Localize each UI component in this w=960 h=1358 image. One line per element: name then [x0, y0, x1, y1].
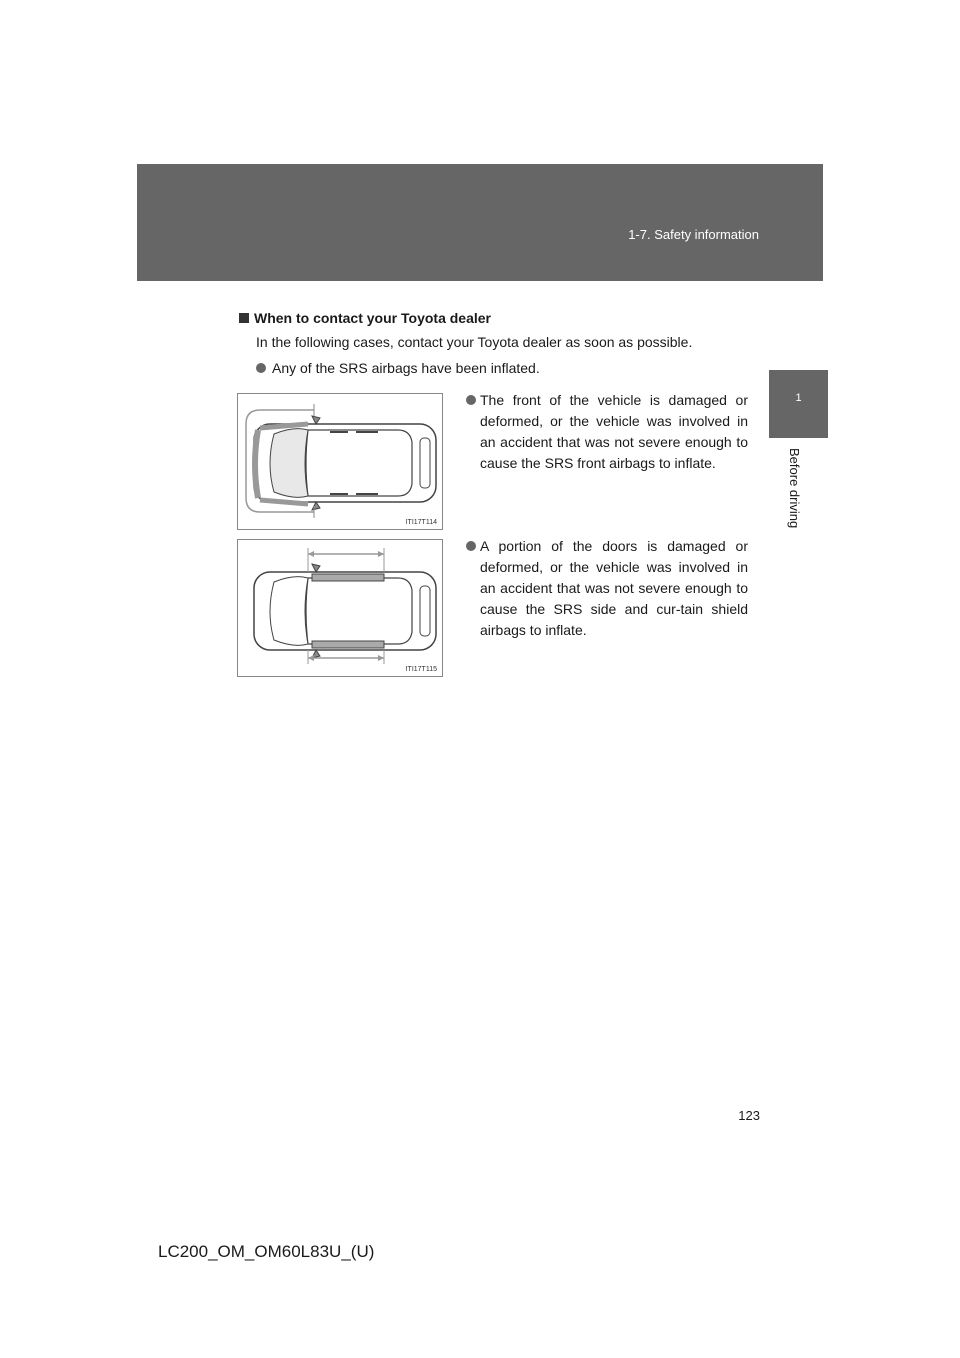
car-top-view-side-damage-icon	[238, 540, 444, 678]
chapter-label	[787, 448, 807, 548]
bullet-item	[466, 536, 748, 641]
bullet-text: A portion of the doors is damaged or deformed, or the vehicle was involved in an accident that was not severe enough to cause the SRS side and cur-tain shield airbags to inflate.	[480, 538, 748, 638]
section-heading	[239, 310, 491, 326]
page-number: 123	[738, 1108, 760, 1123]
intro-text: In the following cases, contact your Toyota dealer as soon as possible.	[256, 334, 693, 350]
car-top-view-front-damage-icon	[238, 394, 444, 531]
bullet-dot-icon	[466, 541, 476, 551]
header-band	[137, 164, 823, 281]
bullet-text: Any of the SRS airbags have been inflated.	[272, 360, 540, 376]
document-code: LC200_OM_OM60L83U_(U)	[158, 1242, 375, 1261]
bullet-item	[466, 390, 748, 474]
bullet-text: The front of the vehicle is damaged or deformed, or the vehicle was involved in an accident that was not severe enough to cause the SRS front airbags to inflate.	[480, 392, 748, 471]
bullet-dot-icon	[466, 395, 476, 405]
figure-front-damage	[237, 393, 443, 530]
section-heading-text: When to contact your Toyota dealer	[254, 310, 491, 326]
chapter-label-text: Before driving	[787, 448, 802, 529]
figure-code: ITI17T114	[405, 519, 437, 526]
header-section-title: 1-7. Safety information	[628, 227, 759, 242]
square-bullet-icon	[239, 313, 249, 323]
chapter-tab	[769, 370, 828, 438]
bullet-dot-icon	[256, 363, 266, 373]
chapter-number: 1	[795, 392, 802, 404]
figure-code: ITI17T115	[405, 666, 437, 673]
figure-side-damage	[237, 539, 443, 677]
bullet-item	[256, 360, 540, 376]
